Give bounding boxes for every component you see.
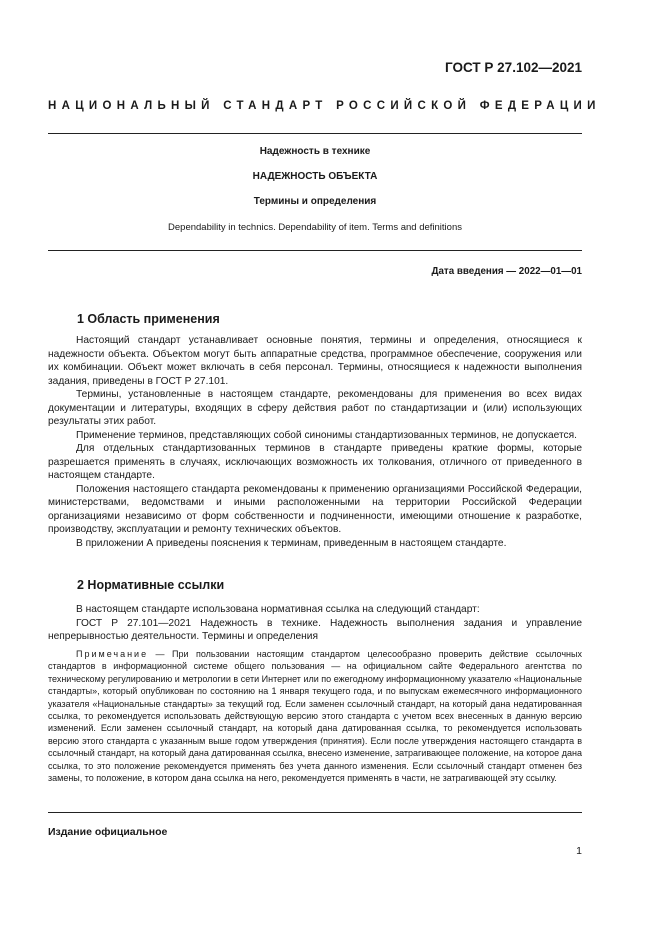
standard-number: ГОСТ Р 27.102—2021 — [445, 60, 582, 75]
section-1-paragraph: Положения настоящего стандарта рекомендованы к применению организациями Российской Федерации, министерствами, ведомствами и иными расположенными на территории Российской Федерации организациями независимо от форм собственности и подчиненности, имеющими отношение к разработке, производству, эксплуатации и ремонту технических объектов. — [48, 483, 582, 535]
national-standard-title: НАЦИОНАЛЬНЫЙ СТАНДАРТ РОССИЙСКОЙ ФЕДЕРАЦИИ — [48, 100, 601, 112]
top-divider — [48, 133, 582, 134]
title-divider — [48, 250, 582, 251]
footer-divider — [48, 812, 582, 813]
section-1-paragraph: Применение терминов, представляющих собой синонимы стандартизованных терминов, не допускается. — [76, 429, 577, 441]
page-number: 1 — [576, 845, 582, 857]
section-1-paragraph: Настоящий стандарт устанавливает основные понятия, термины и определения, относящиеся к надежности объекта. Объектом могут быть аппаратные средства, программное обеспечение, сооружения или их комбинации. Объект может включать в себя персонал. Термины, относящиеся к надежности выполнения задания, приведены в ГОСТ Р 27.101. — [48, 335, 582, 387]
section-2-paragraph: В настоящем стандарте использована нормативная ссылка на следующий стандарт: — [76, 604, 480, 615]
section-1-body — [48, 334, 582, 550]
section-2-heading: 2 Нормативные ссылки — [77, 578, 225, 592]
section-1-paragraph: Термины, установленные в настоящем стандарте, рекомендованы для применения во всех видах документации и литературы, входящих в сферу действия работ по стандартизации и (или) использующих результаты этих работ. — [48, 389, 582, 427]
section-2-body — [48, 603, 582, 644]
section-1-paragraph: Для отдельных стандартизованных терминов в стандарте приведены краткие формы, которые разрешается применять в случаях, исключающих возможность их толкования, отличного от приведенного в настоящем стандарте. — [48, 443, 582, 481]
note-paragraph — [48, 648, 582, 784]
title-line-1: Надежность в технике — [259, 146, 371, 157]
english-title: Dependability in technics. Dependability of item. Terms and definitions — [168, 222, 462, 233]
note-block — [48, 648, 582, 784]
note-label: Примечание — [76, 649, 149, 659]
introduction-date: Дата введения — 2022—01—01 — [431, 266, 582, 277]
official-edition-label: Издание официальное — [48, 826, 168, 838]
note-text: — При пользовании настоящим стандартом целесообразно проверить действие ссылочных стандартов в информационной системе общего пользования — на официальном сайте Федерального агентства по техническому регулированию и метрологии в сети Интернет или по ежегодному информационному указателю «Национальные стандарты», который опубликован по состоянию на 1 января текущего года, и по выпускам ежемесячного информационного указателя «Национальные стандарты» за текущий год. Если заменен ссылочный стандарт, на который дана недатированная ссылка, то рекомендуется использовать действующую версию этого стандарта с учетом всех внесенных в данную версию изменений. Если заменен ссылочный стандарт, на который дана датированная ссылка, то рекомендуется использовать версию этого стандарта с указанным выше годом утверждения (принятия). Если после утверждения настоящего стандарта в ссылочный стандарт, на который дана датированная ссылка, внесено изменение, затрагивающее положение, на которое дана ссылка, то это положение рекомендуется применять без учета данного изменения. Если ссылочный стандарт отменен без замены, то положение, в котором дана ссылка на него, рекомендуется применять в части, не затрагивающей эту ссылку. — [48, 649, 582, 784]
title-line-3: Термины и определения — [253, 196, 377, 207]
section-1-heading: 1 Область применения — [77, 312, 220, 326]
section-1-paragraph: В приложении А приведены пояснения к терминам, приведенным в настоящем стандарте. — [76, 537, 507, 549]
section-2-paragraph: ГОСТ Р 27.101—2021 Надежность в технике. Надежность выполнения задания и управление непрерывностью деятельности. Термины и определения — [48, 617, 582, 642]
title-line-2: НАДЕЖНОСТЬ ОБЪЕКТА — [252, 171, 378, 182]
